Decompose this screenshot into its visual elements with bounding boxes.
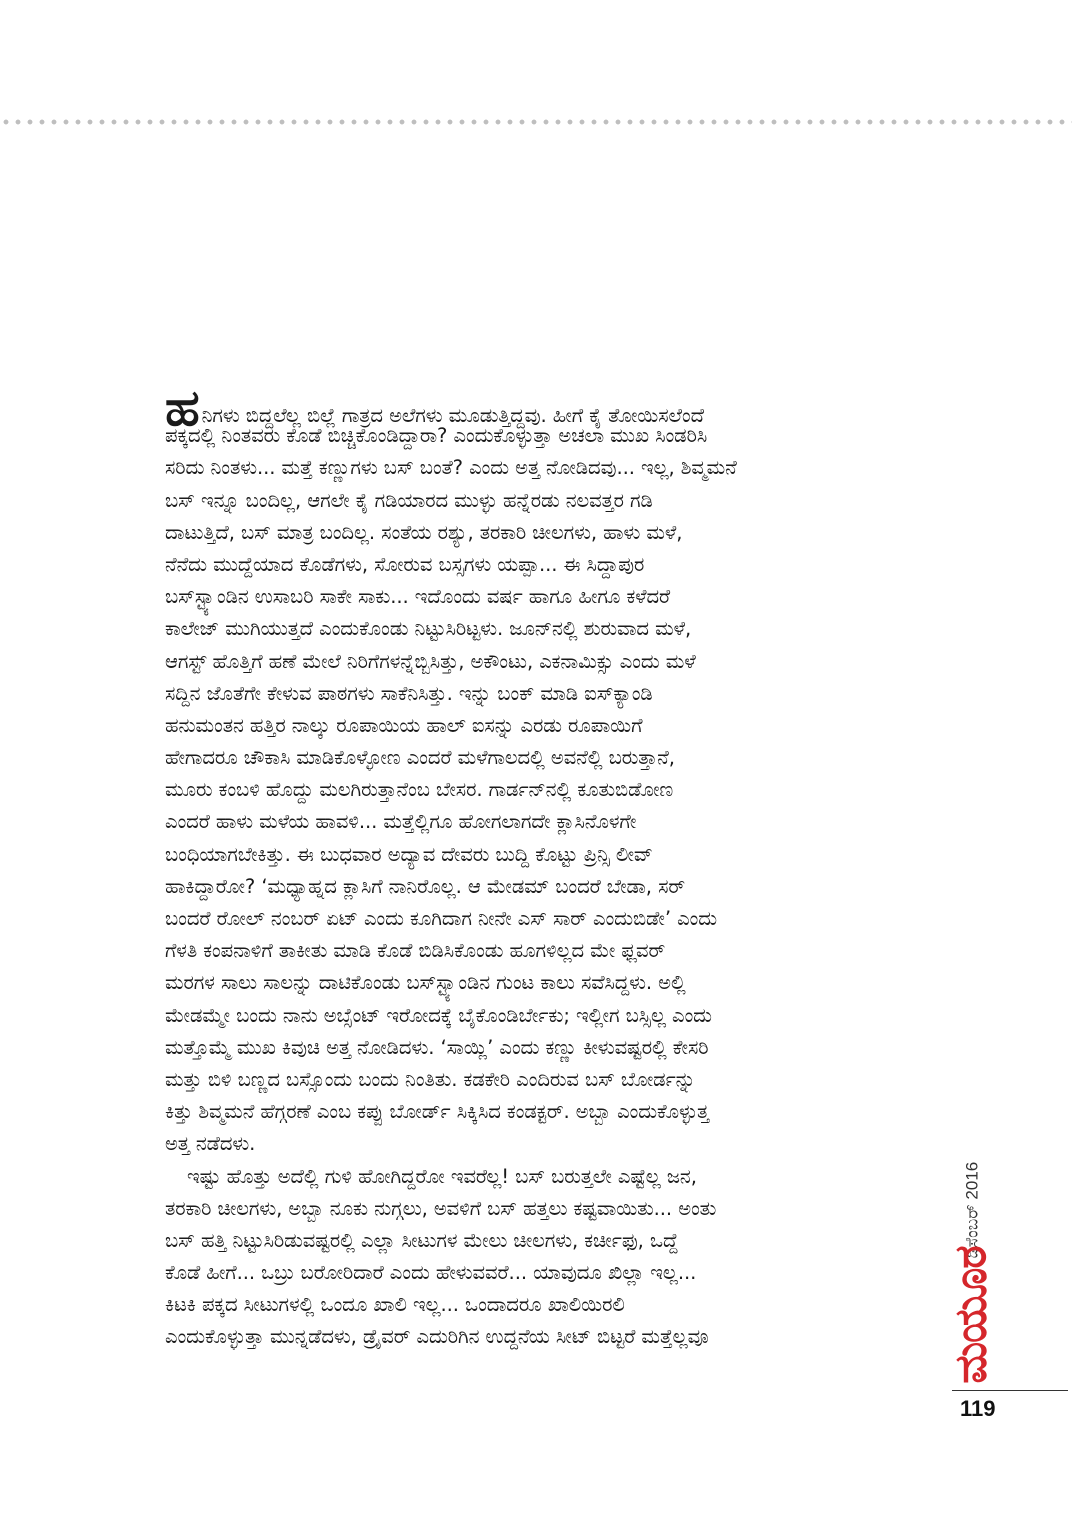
article-line: ನೆನೆದು ಮುದ್ದೆಯಾದ ಕೊಡೆಗಳು, ಸೋರುವ ಬಸ್ಸಗಳು ಯಪ್ಪಾ... ಈ ಸಿದ್ದಾಪುರ xyxy=(165,552,645,576)
article-line: ಬಂದರೆ ರೋಲ್ ನಂಬರ್ ಏಟ್ ಎಂದು ಕೂಗಿದಾಗ ನೀನೇ ಎಸ್ ಸಾರ್ ಎಂದುಬಿಡೇ’ ಎಂದು xyxy=(165,907,718,930)
article-line: ಕಿಟಕಿ ಪಕ್ಕದ ಸೀಟುಗಳಲ್ಲಿ ಒಂದೂ ಖಾಲಿ ಇಲ್ಲ... ಒಂದಾದರೂ ಖಾಲಿಯಿರಲಿ xyxy=(165,1293,625,1317)
article-line: ಹೇಗಾದರೂ ಚೌಕಾಸಿ ಮಾಡಿಕೊಳ್ಳೋಣ ಎಂದರೆ ಮಳೆಗಾಲದಲ್ಲಿ ಅವನೆಲ್ಲಿ ಬರುತ್ತಾನೆ, xyxy=(165,746,675,770)
article-line-text: ನಿಗಳು ಬಿದ್ದಲೆಲ್ಲ ಬಿಲ್ಲೆ ಗಾತ್ರದ ಅಲೆಗಳು ಮೂಡುತ್ತಿದ್ದವು. ಹೀಗೆ ಕೈ ತೋಯಿಸಲೆಂದೆ xyxy=(201,404,704,427)
article-line: ದಾಟುತ್ತಿದೆ, ಬಸ್ ಮಾತ್ರ ಬಂದಿಲ್ಲ. ಸಂತೆಯ ರಶ್ಯು, ತರಕಾರಿ ಚೀಲಗಳು, ಹಾಳು ಮಳೆ, xyxy=(165,520,683,544)
article-line: ಸದ್ದಿನ ಜೊತೆಗೇ ಕೇಳುವ ಪಾಠಗಳು ಸಾಕೆನಿಸಿತ್ತು. ಇನ್ನು ಬಂಕ್ ಮಾಡಿ ಐಸ್‌ಕ್ಯಾಂಡಿ xyxy=(165,681,653,705)
drop-cap: ಹ xyxy=(165,378,200,437)
magazine-masthead xyxy=(947,1245,997,1385)
article-line: ಎಂದರೆ ಹಾಳು ಮಳೆಯ ಹಾವಳಿ... ಮತ್ತೆಲ್ಲಿಗೂ ಹೋಗಲಾಗದೇ ಕ್ಲಾಸಿನೊಳಗೇ xyxy=(165,810,637,834)
issue-date-text: ಡಿಸೆಂಬರ್ 2016 xyxy=(962,1161,981,1259)
article-line: ಮತ್ತೊಮ್ಮೆ ಮುಖ ಕಿವುಚಿ ಅತ್ತ ನೋಡಿದಳು. ‘ಸಾಯ್ಲಿ’ ಎಂದು ಕಣ್ಣು ಕೀಳುವಷ್ಟರಲ್ಲಿ ಕೇಸರಿ xyxy=(165,1035,709,1059)
article-line: ಬಂಧಿಯಾಗಬೇಕಿತ್ತು. ಈ ಬುಧವಾರ ಅದ್ಯಾವ ದೇವರು ಬುದ್ದಿ ಕೊಟ್ಟು ಪ್ರಿನ್ಸಿ ಲೀವ್ xyxy=(165,842,653,866)
article-line: ಬಸ್ ಇನ್ನೂ ಬಂದಿಲ್ಲ, ಆಗಲೇ ಕೈ ಗಡಿಯಾರದ ಮುಳ್ಳು ಹನ್ನೆರಡು ನಲವತ್ತರ ಗಡಿ xyxy=(165,488,653,512)
article-line: ಇಷ್ಟು ಹೊತ್ತು ಅದೆಲ್ಲಿ ಗುಳಿ ಹೋಗಿದ್ದರೋ ಇವರೆಲ್ಲ! ಬಸ್ ಬರುತ್ತಲೇ ಎಷ್ಟೆಲ್ಲ ಜನ, xyxy=(187,1164,697,1188)
article-line: ಮೇಡಮ್ಮೇ ಬಂದು ನಾನು ಅಬ್ಸೆಂಟ್ ಇರೋದಕ್ಕೆ ಬೈಕೊಂಡಿರ್ಬೇಕು; ಇಲ್ಲೀಗ ಬಸ್ಸಿಲ್ಲ ಎಂದು xyxy=(165,1003,712,1027)
article-line: ಕಿತ್ತು ಶಿವ್ಮಮನೆ ಹೆಗ್ಗರಣೆ ಎಂಬ ಕಪ್ಪು ಬೋರ್ಡ್ ಸಿಕ್ಕಿಸಿದ ಕಂಡಕ್ಟರ್. ಅಬ್ಬಾ ಎಂದುಕೊಳ್ಳುತ್ತ xyxy=(165,1100,709,1124)
article-line: ಬಸ್‌ಸ್ಟ್ಯಾಂಡಿನ ಉಸಾಬರಿ ಸಾಕೇ ಸಾಕು... ಇದೊಂದು ವರ್ಷ ಹಾಗೂ ಹೀಗೂ ಕಳೆದರೆ xyxy=(165,585,671,609)
article-line: ಹನುಮಂತನ ಹತ್ತಿರ ನಾಲ್ಕು ರೂಪಾಯಿಯ ಹಾಲ್ ಐಸನ್ನು ಎರಡು ರೂಪಾಯಿಗೆ xyxy=(165,713,643,737)
issue-date xyxy=(947,1161,997,1259)
article-line: ಮರಗಳ ಸಾಲು ಸಾಲನ್ನು ದಾಟಿಕೊಂಡು ಬಸ್‌ಸ್ಟ್ಯಾಂಡಿನ ಗುಂಟ ಕಾಲು ಸವೆಸಿದ್ದಳು. ಅಲ್ಲಿ xyxy=(165,971,686,995)
article-line: ಕೊಡೆ ಹೀಗೆ... ಒಬ್ರು ಬರೋರಿದಾರೆ ಎಂದು ಹೇಳುವವರೆ... ಯಾವುದೂ ಖಿಲ್ಲಾ ಇಲ್ಲ... xyxy=(165,1261,697,1285)
dotted-header-rule xyxy=(0,118,1072,126)
masthead-text: ಮಯೂರ xyxy=(947,1246,997,1384)
article-line: ಕಾಲೇಜ್ ಮುಗಿಯುತ್ತದೆ ಎಂದುಕೊಂಡು ನಿಟ್ಟುಸಿರಿಟ್ಟಳು. ಜೂನ್‌ನಲ್ಲಿ ಶುರುವಾದ ಮಳೆ, xyxy=(165,617,692,641)
article-line: ಬಸ್ ಹತ್ತಿ ನಿಟ್ಟುಸಿರಿಡುವಷ್ಟರಲ್ಲಿ ಎಲ್ಲಾ ಸೀಟುಗಳ ಮೇಲು ಚೀಲಗಳು, ಕರ್ಚೀಫು, ಒದ್ದೆ xyxy=(165,1228,679,1252)
article-line: ಮತ್ತು ಬಿಳಿ ಬಣ್ಣದ ಬಸ್ಸೊಂದು ಬಂದು ನಿಂತಿತು. ಕಡಕೇರಿ ಎಂದಿರುವ ಬಸ್ ಬೋರ್ಡನ್ನು xyxy=(165,1067,696,1091)
article-line: ಸರಿದು ನಿಂತಳು... ಮತ್ತೆ ಕಣ್ಣುಗಳು ಬಸ್ ಬಂತೆ? ಎಂದು ಅತ್ತ ನೋಡಿದವು... ಇಲ್ಲ, ಶಿವ್ಮಮನೆ xyxy=(165,456,737,480)
article-line: ಪಕ್ಕದಲ್ಲಿ ನಿಂತವರು ಕೊಡೆ ಬಿಚ್ಚಿಕೊಂಡಿದ್ದಾರಾ? ಎಂದುಕೊಳ್ಳುತ್ತಾ ಅಚಲಾ ಮುಖ ಸಿಂಡರಿಸಿ xyxy=(165,424,708,448)
article-body xyxy=(165,378,915,1354)
article-line: ತರಕಾರಿ ಚೀಲಗಳು, ಅಬ್ಬಾ ನೂಕು ನುಗ್ಗಲು, ಅವಳಿಗೆ ಬಸ್ ಹತ್ತಲು ಕಷ್ಟವಾಯಿತು... ಅಂತು xyxy=(165,1196,717,1220)
article-line: ಮೂರು ಕಂಬಳಿ ಹೊದ್ದು ಮಲಗಿರುತ್ತಾನೆಂಬ ಬೇಸರ. ಗಾರ್ಡನ್‌ನಲ್ಲಿ ಕೂತುಬಿಡೋಣ xyxy=(165,778,674,802)
article-line: ಎಂದುಕೊಳ್ಳುತ್ತಾ ಮುನ್ನಡೆದಳು, ಡ್ರೈವರ್ ಎದುರಿಗಿನ ಉದ್ದನೆಯ ಸೀಟ್ ಬಿಟ್ಟರೆ ಮತ್ತೆಲ್ಲವೂ xyxy=(165,1325,709,1349)
page-number-rule xyxy=(952,1390,1068,1391)
article-line: ಆಗಸ್ಟ್ ಹೊತ್ತಿಗೆ ಹಣೆ ಮೇಲೆ ನಿರಿಗೆಗಳನ್ನೆಬ್ಬಿಸಿತ್ತು, ಅಕೌಂಟು, ಎಕನಾಮಿಕ್ಸು ಎಂದು ಮಳೆ xyxy=(165,649,696,673)
article-line: ಹಾಕಿದ್ದಾರೋ? ‘ಮಧ್ಯಾಹ್ನದ ಕ್ಲಾಸಿಗೆ ನಾನಿರೊಲ್ಲ. ಆ ಮೇಡಮ್ ಬಂದರೆ ಬೇಡಾ, ಸರ್ xyxy=(165,874,685,898)
article-line: ಅತ್ತ ನಡೆದಳು. xyxy=(165,1132,256,1156)
page-number: 119 xyxy=(960,1396,996,1421)
article-line: ಗೆಳತಿ ಕಂಪನಾಳಿಗೆ ತಾಕೀತು ಮಾಡಿ ಕೊಡೆ ಬಿಡಿಸಿಕೊಂಡು ಹೂಗಳಿಲ್ಲದ ಮೇ ಫ್ಲವರ್ xyxy=(165,939,666,963)
